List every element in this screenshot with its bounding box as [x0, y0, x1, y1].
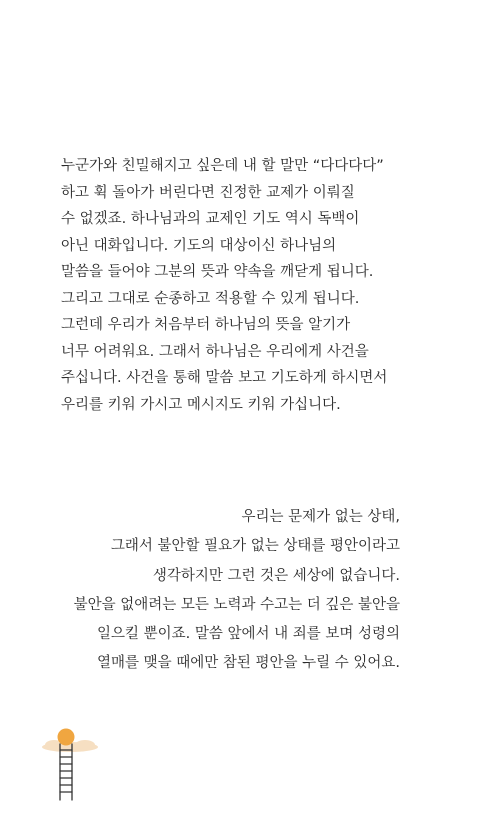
paragraph-line: 너무 어려워요. 그래서 하나님은 우리에게 사건을 [61, 343, 369, 360]
ladder-to-sun-icon [40, 726, 100, 801]
sun-icon [58, 729, 75, 746]
body-paragraph-2 [20, 503, 400, 679]
paragraph-line: 불안을 없애려는 모든 노력과 수고는 더 깊은 불안을 [73, 596, 400, 613]
paragraph-line: 그리고 그대로 순종하고 적용할 수 있게 됩니다. [61, 290, 360, 307]
paragraph-line: 그런데 우리가 처음부터 하나님의 뜻을 알기가 [61, 317, 351, 333]
paragraph-line: 수 없겠죠. 하나님과의 교제인 기도 역시 독백이 [61, 211, 360, 227]
paragraph-line: 아닌 대화입니다. 기도의 대상이신 하나님의 [61, 237, 337, 254]
paragraph-line: 우리는 문제가 없는 상태, [241, 509, 400, 525]
paragraph-line: 생각하지만 그런 것은 세상에 없습니다. [152, 567, 400, 584]
paragraph-line: 누군가와 친밀해지고 싶은데 내 할 말만 “다다다다” [61, 158, 384, 174]
paragraph-line: 우리를 키워 가시고 메시지도 키워 가십니다. [61, 396, 341, 413]
paragraph-line: 열매를 맺을 때에만 참된 평안을 누릴 수 있어요. [96, 655, 400, 672]
paragraph-line: 주십니다. 사건을 통해 말씀 보고 기도하게 하시면서 [61, 370, 388, 386]
paragraph-line: 그래서 불안할 필요가 없는 상태를 평안이라고 [110, 538, 400, 555]
body-paragraph-1 [61, 153, 461, 418]
paragraph-line: 일으킬 뿐이죠. 말씀 앞에서 내 죄를 보며 성령의 [96, 626, 400, 643]
paragraph-line: 하고 휙 돌아가 버린다면 진정한 교제가 이뤄질 [61, 184, 355, 201]
paragraph-line: 말씀을 들어야 그분의 뜻과 약속을 깨닫게 됩니다. [61, 264, 374, 280]
